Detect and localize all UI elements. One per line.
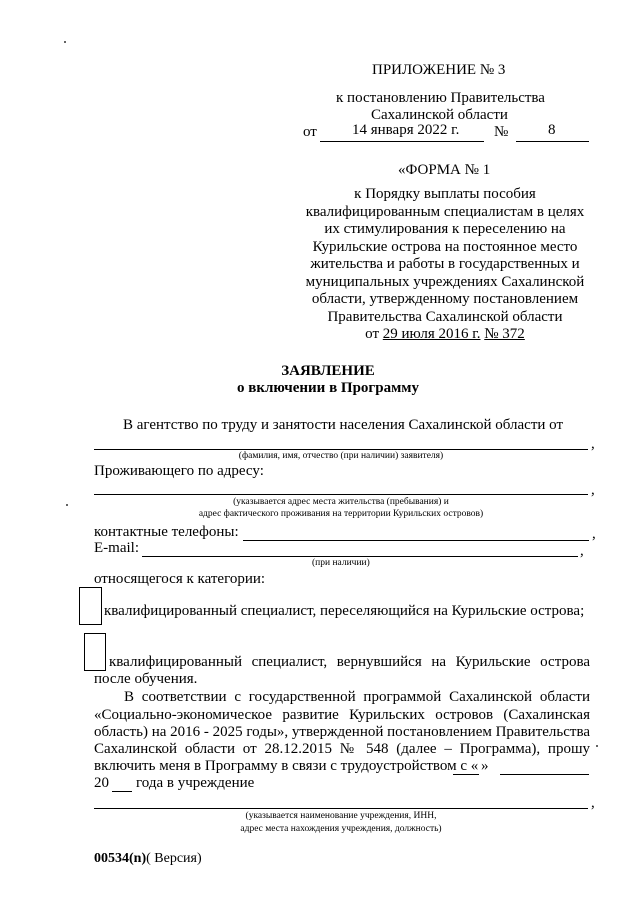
address-label: Проживающего по адресу:	[94, 463, 264, 479]
institution-hint-2: адрес места нахождения учреждения, должность)	[240, 824, 442, 834]
email-label: E-mail:	[94, 540, 139, 556]
option-2-text-line-2: после обучения.	[94, 671, 198, 687]
date-underline	[320, 141, 484, 142]
form-last-prefix: от	[365, 326, 380, 342]
institution-field-line[interactable]	[94, 808, 588, 809]
email-hint: (при наличии)	[312, 558, 370, 568]
email-field-line[interactable]	[142, 556, 578, 557]
resolution-date: 14 января 2022 г.	[352, 122, 460, 138]
address-hint-1: (указывается адрес места жительства (пребывания) и	[233, 497, 449, 507]
form-line: к Порядку выплаты пособия	[354, 186, 536, 202]
number-underline	[516, 141, 589, 142]
form-line: муниципальных учреждениях Сахалинской	[305, 273, 585, 290]
comma: ,	[591, 482, 595, 498]
address-hint-2: адрес фактического проживания на территории Курильских островов)	[198, 509, 484, 519]
form-last-number: № 372	[484, 326, 525, 342]
comma: ,	[591, 436, 595, 452]
scan-speck	[596, 745, 598, 747]
form-line: квалифицированным специалистам в целях	[305, 203, 585, 220]
year-field-line[interactable]	[112, 791, 132, 792]
phones-field-line[interactable]	[243, 540, 589, 541]
number-prefix: №	[494, 124, 509, 140]
option-1-checkbox[interactable]	[79, 587, 102, 625]
footer-code-rest: ( Версия)	[146, 851, 202, 866]
scan-speck	[66, 504, 68, 506]
category-label: относящегося к категории:	[94, 571, 266, 587]
body-line-2: «Социально-экономическое развитие Курильских островов (Сахалинская	[94, 707, 590, 723]
form-title: «ФОРМА № 1	[398, 162, 491, 178]
body-line-3: область) на 2016 - 2025 годы», утвержденной постановлением Правительства	[94, 724, 590, 740]
body-line-4: Сахалинской области от 28.12.2015 № 548 (далее – Программа), прошу	[94, 741, 590, 757]
name-field-line[interactable]	[94, 449, 588, 450]
addressee-text: В агентство по труду и занятости населения Сахалинской области от	[123, 417, 564, 433]
scan-speck	[64, 41, 66, 43]
employment-quote-close: »	[481, 758, 489, 774]
footer-code-bold: 00534(n)	[94, 851, 147, 866]
form-description-block	[300, 186, 590, 344]
option-1-text: квалифицированный специалист, переселяющийся на Курильские острова;	[104, 603, 585, 619]
form-line: их стимулирования к переселению на	[324, 221, 566, 237]
name-hint: (фамилия, имя, отчество (при наличии) заявителя)	[238, 451, 444, 461]
form-last-date: 29 июля 2016 г.	[382, 326, 481, 342]
form-line: Правительства Сахалинской области	[327, 308, 563, 325]
comma: ,	[592, 526, 596, 542]
option-2-text-line-1: квалифицированный специалист, вернувшийся на Курильские острова	[109, 654, 590, 670]
address-field-line[interactable]	[94, 494, 588, 495]
body-line-1: В соответствии с государственной программой Сахалинской области	[124, 689, 590, 705]
institution-hint-1: (указывается наименование учреждения, ИНН,	[245, 811, 437, 821]
appendix-title: ПРИЛОЖЕНИЕ № 3	[372, 62, 506, 78]
resolution-number: 8	[548, 122, 556, 138]
year-prefix: 20	[94, 775, 109, 791]
option-2-checkbox[interactable]	[84, 633, 106, 671]
form-line: области, утвержденному постановлением	[311, 291, 579, 307]
resolution-line-2: Сахалинской области	[371, 107, 508, 123]
comma: ,	[591, 795, 595, 811]
application-subtitle: о включении в Программу	[236, 380, 420, 396]
phones-label: контактные телефоны:	[94, 524, 239, 540]
form-line-last	[300, 326, 590, 344]
employment-prefix: включить меня в Программу в связи с трудоустройством с «	[94, 758, 479, 774]
application-title: ЗАЯВЛЕНИЕ	[281, 363, 375, 379]
resolution-line-1: к постановлению Правительства	[336, 90, 545, 106]
form-line: Курильские острова на постоянное место	[312, 238, 578, 255]
year-suffix: года в учреждение	[136, 775, 255, 791]
employment-month-line[interactable]	[500, 774, 589, 775]
comma: ,	[580, 543, 584, 559]
date-prefix: от	[303, 124, 317, 140]
form-line: жительства и работы в государственных и	[310, 256, 580, 272]
footer-code	[94, 851, 202, 867]
employment-day-line[interactable]	[453, 774, 479, 775]
